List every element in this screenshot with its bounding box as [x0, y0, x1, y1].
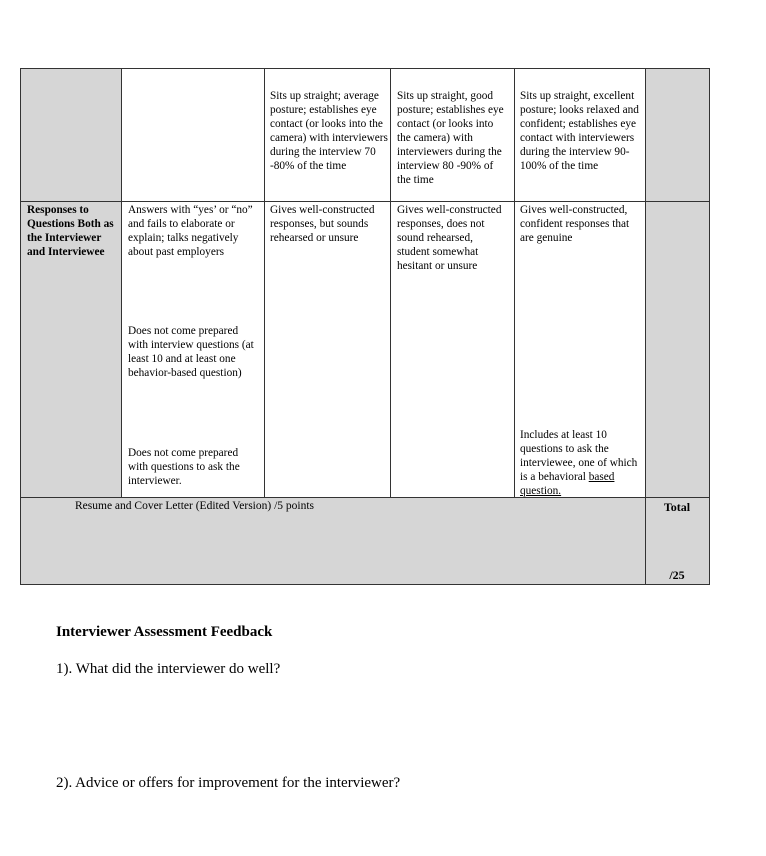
responses-mid-criteria: Gives well-constructed responses, but sounds rehearsed or unsure [270, 204, 375, 244]
row-divider [21, 201, 709, 202]
category-column-shade [21, 69, 121, 497]
responses-best-criteria-b-underlined: based question. [520, 471, 615, 497]
column-divider [390, 69, 391, 497]
total-points-value: /25 [669, 568, 685, 582]
feedback-question-1: 1). What did the interviewer do well? [56, 661, 281, 677]
posture-criteria-80-90: Sits up straight, good posture; establishes eye contact (or looks into the camera) with interviewers during the interview 80 -90% of the time [397, 90, 504, 186]
feedback-heading: Interviewer Assessment Feedback [56, 624, 273, 640]
responses-lowest-criteria-b: Does not come prepared with interview questions (at least 10 and at least one behavior-based question) [128, 325, 254, 379]
responses-best-criteria-a: Gives well-constructed, confident responses that are genuine [520, 204, 630, 244]
responses-lowest-criteria-c: Does not come prepared with questions to ask the interviewer. [128, 447, 240, 487]
rubric-table [20, 68, 710, 585]
responses-best-criteria-b [520, 428, 638, 498]
responses-lowest-criteria-a: Answers with “yes’ or “no” and fails to elaborate or explain; talks negatively about past employers [128, 204, 253, 258]
column-divider [514, 69, 515, 497]
total-label: Total [663, 500, 691, 514]
responses-good-criteria: Gives well-constructed responses, does not sound rehearsed, student somewhat hesitant or unsure [397, 204, 502, 272]
column-divider [264, 69, 265, 497]
posture-criteria-70-80: Sits up straight; average posture; establishes eye contact (or looks into the camera) with interviewers during the interview 70 -80% of the time [270, 90, 388, 172]
feedback-question-2: 2). Advice or offers for improvement for the interviewer? [56, 775, 401, 791]
points-column-shade [645, 69, 709, 497]
column-divider [121, 69, 122, 497]
resume-cover-letter-label: Resume and Cover Letter (Edited Version) /5 points [75, 500, 315, 512]
responses-category-label: Responses to Questions Both as the Interviewer and Interviewee [27, 204, 114, 258]
posture-criteria-90-100: Sits up straight, excellent posture; looks relaxed and confident; establishes eye contact with interviewers during the interview 90-100% of the time [520, 90, 639, 172]
responses-best-criteria-b-text: Includes at least 10 questions to ask the interviewee, one of which is a behavioral [520, 429, 638, 483]
